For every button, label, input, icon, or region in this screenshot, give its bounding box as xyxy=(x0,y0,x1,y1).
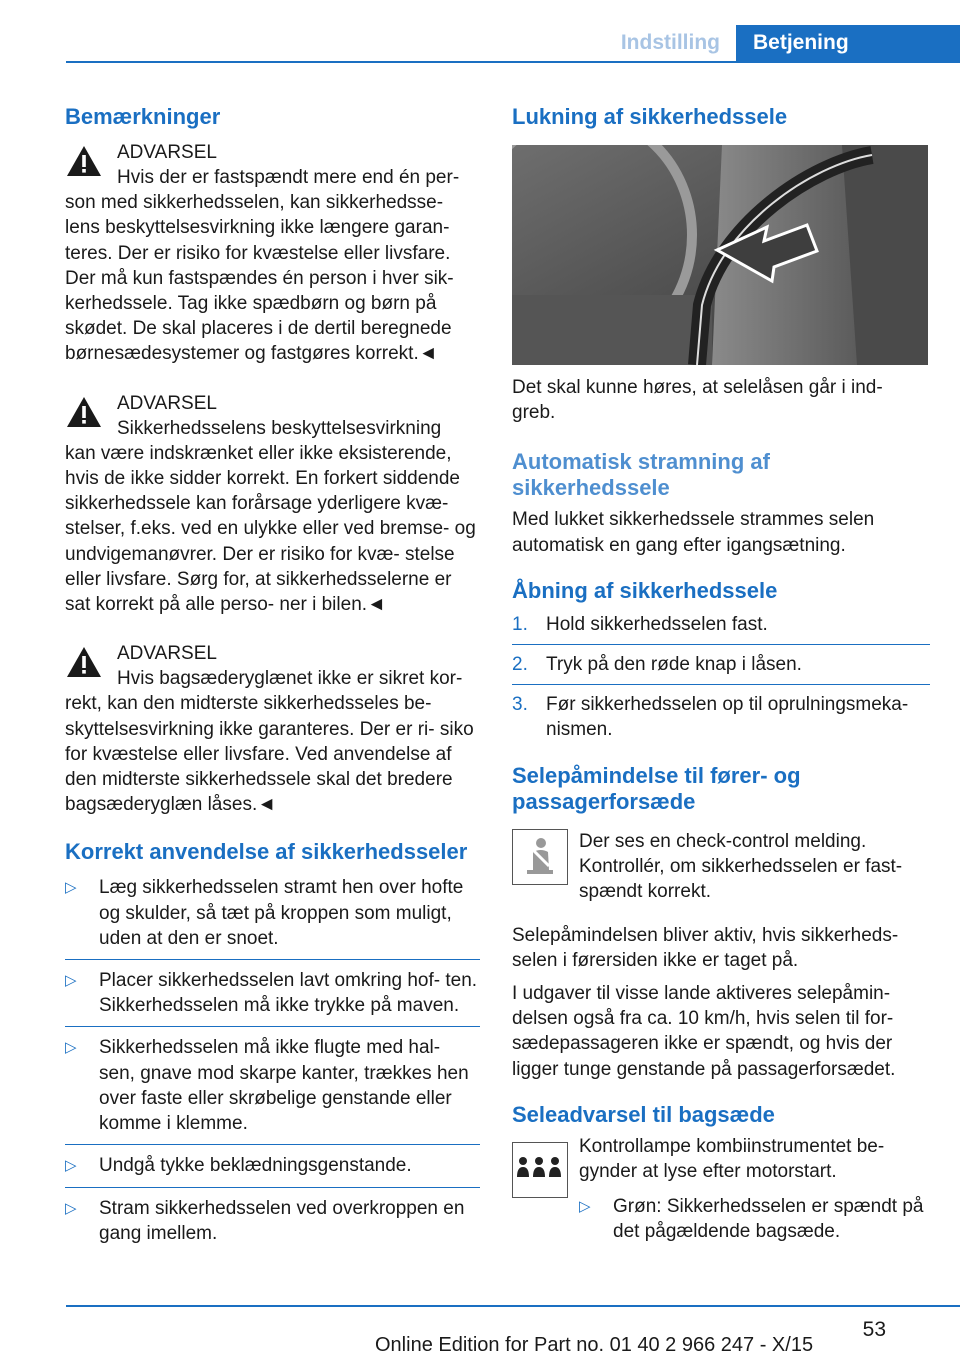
list-divider xyxy=(65,959,480,960)
list-divider xyxy=(65,1144,480,1145)
rear-icon-text: Kontrollampe kombiinstrumentet be‐ gynder at lyse efter motorstart. xyxy=(579,1135,885,1183)
triangle-bullet-icon: ▷ xyxy=(65,879,77,897)
warning-first-line: Sikkerhedsselens beskyttelsesvirkning xyxy=(117,417,442,439)
list-item xyxy=(65,1153,480,1178)
numbered-list xyxy=(512,612,930,743)
rear-indicator-block xyxy=(512,1134,930,1245)
list-item-text: Placer sikkerhedsselen lavt omkring hof‐ ten. Sikkerhedsselen må ikke trykke på maven. xyxy=(99,970,478,1017)
list-item xyxy=(65,968,480,1018)
list-item xyxy=(65,1035,480,1136)
warning-triangle-icon xyxy=(65,143,103,179)
footer-rule xyxy=(66,1305,960,1307)
step-text: Hold sikkerhedsselen fast. xyxy=(546,613,768,635)
triangle-bullet-icon: ▷ xyxy=(579,1198,591,1216)
seatbelt-illustration xyxy=(512,145,928,365)
warning-rest: kan være indskrænket eller ikke eksisterende, hvis de ikke sidder korrekt. En forkert siddende sikkerhedssele kan forårsage yderligere kvæ‐ stelser, f.eks. ved en ulykke eller ved bremse‐ og undvigemanøvrer. Der er risiko for kvæ‐ stelse eller livsfare. Sørg for, at sikkerhedsselerne er sat korrekt på alle perso‐ ner i bilen.◄ xyxy=(65,442,476,616)
section-heading-rear: Seleadvarsel til bagsæde xyxy=(512,1101,775,1127)
list-item-text: Sikkerhedsselen må ikke flugte med hal‐ sen, gnave mod skarpe kanter, trækkes hen over faste eller skrøbelige genstande eller komme i klemme. xyxy=(99,1037,469,1135)
warning-title: ADVARSEL xyxy=(117,142,217,163)
auto-tension-text: Med lukket sikkerhedssele strammes selen automatisk en gang efter igangsætning. xyxy=(512,509,875,556)
list-item xyxy=(65,1196,480,1246)
warning-rest: son med sikkerhedsselen, kan sikkerhedsse‐ lens beskyttelsesvirkning ikke længere garan‐ teres. Der er risiko for kvæstelse eller livsfare. Der må kun fastspændes én person i hver sik‐ kerhedssele. Tag ikke spædbørn og børn på skødet. De skal placeres i de dertil beregnede børnesædesystemer og fastgøres korrekt.◄ xyxy=(65,192,454,365)
reminder-icon-text: Der ses en check-control melding. Kontrollér, om sikkerhedsselen er fast‐ spændt korrekt. xyxy=(579,830,903,903)
warning-text xyxy=(65,165,480,367)
closing-text: Det skal kunne høres, at selelåsen går i ind‐ greb. xyxy=(512,377,883,424)
step-number: 3. xyxy=(512,694,528,716)
rear-seat-occupants-icon xyxy=(512,1142,568,1198)
warning-first-line: Hvis bagsæderyglænet ikke er sikret kor‐ xyxy=(117,668,463,690)
step-number: 1. xyxy=(512,613,528,635)
list-divider xyxy=(512,644,930,645)
step-text: Før sikkerhedsselen op til oprulningsmeka‐ nismen. xyxy=(546,694,909,741)
section-heading-auto-tension: Automatisk stramning af sikkerhedssele xyxy=(512,449,770,501)
list-divider xyxy=(65,1026,480,1027)
triangle-bullet-icon: ▷ xyxy=(65,1199,77,1217)
step-text: Tryk på den røde knap i låsen. xyxy=(546,654,802,676)
left-column xyxy=(65,100,480,1246)
footer-edition: Online Edition for Part no. 01 40 2 966 247 - X/15 xyxy=(375,1334,814,1356)
header-rule xyxy=(66,61,960,63)
triangle-bullet-icon: ▷ xyxy=(65,1039,77,1057)
list-item xyxy=(579,1194,930,1244)
list-item xyxy=(512,652,930,677)
reminder-paragraph-1: Selepåmindelsen bliver aktiv, hvis sikkerheds‐ selen i førersiden ikke er taget på. xyxy=(512,924,899,971)
reminder-paragraph-2: I udgaver til visse lande aktiveres selepåmin‐ delsen også fra ca. 10 km/h, hvis selen til for‐ sædepassageren ikke er spændt, og hvis der ligger tunge genstande på passagerforsædet. xyxy=(512,983,896,1080)
warning-text xyxy=(65,416,480,618)
right-column xyxy=(512,100,930,1245)
section-heading-reminder: Selepåmindelse til fører- og passagerforsæde xyxy=(512,762,801,814)
list-item xyxy=(512,612,930,637)
list-item-text: Stram sikkerhedsselen ved overkroppen en gang imellem. xyxy=(99,1197,465,1244)
warning-block xyxy=(65,140,480,367)
warning-triangle-icon xyxy=(65,394,103,430)
section-heading-correct-use: Korrekt anvendelse af sikkerhedsseler xyxy=(65,839,468,865)
section-heading-opening: Åbning af sikkerhedssele xyxy=(512,577,778,603)
seatbelt-photo xyxy=(512,145,928,365)
tab-indstilling[interactable]: Indstilling xyxy=(620,31,720,54)
list-item xyxy=(65,875,480,951)
list-item xyxy=(512,692,930,742)
list-item-text: Læg sikkerhedsselen stramt hen over hofte og skulder, så tæt på kroppen som muligt, uden at den er snoet. xyxy=(99,877,464,949)
list-item-text: Grøn: Sikkerhedsselen er spændt på det pågældende bagsæde. xyxy=(613,1196,924,1243)
section-heading-notes: Bemærkninger xyxy=(65,104,221,129)
bullet-list xyxy=(65,875,480,1245)
warning-rest: rekt, kan den midterste sikkerhedsseles be‐ skyttelsesvirkning ikke garanteres. Der er ri‐ siko for kvæstelse eller livsfare. Ved anvendelse af den midterste sikkerhedssele skal det bredere bagsæderyglæn låses.◄ xyxy=(65,693,474,816)
tab-betjening[interactable]: Betjening xyxy=(736,25,960,61)
triangle-bullet-icon: ▷ xyxy=(65,1157,77,1175)
warning-title: ADVARSEL xyxy=(117,643,217,665)
warning-block xyxy=(65,641,480,817)
warning-text xyxy=(65,666,480,817)
page-number: 53 xyxy=(862,1318,886,1341)
triangle-bullet-icon: ▷ xyxy=(65,972,77,990)
section-heading-closing: Lukning af sikkerhedssele xyxy=(512,104,788,129)
list-divider xyxy=(512,684,930,685)
reminder-indicator-block xyxy=(512,829,930,909)
warning-title: ADVARSEL xyxy=(117,392,217,414)
seatbelt-warning-icon xyxy=(512,829,568,885)
step-number: 2. xyxy=(512,654,528,676)
warning-block xyxy=(65,391,480,618)
warning-triangle-icon xyxy=(65,644,103,680)
warning-first-line: Hvis der er fastspændt mere end én per‐ xyxy=(117,167,460,188)
list-divider xyxy=(65,1187,480,1188)
list-item-text: Undgå tykke beklædningsgenstande. xyxy=(99,1155,412,1177)
